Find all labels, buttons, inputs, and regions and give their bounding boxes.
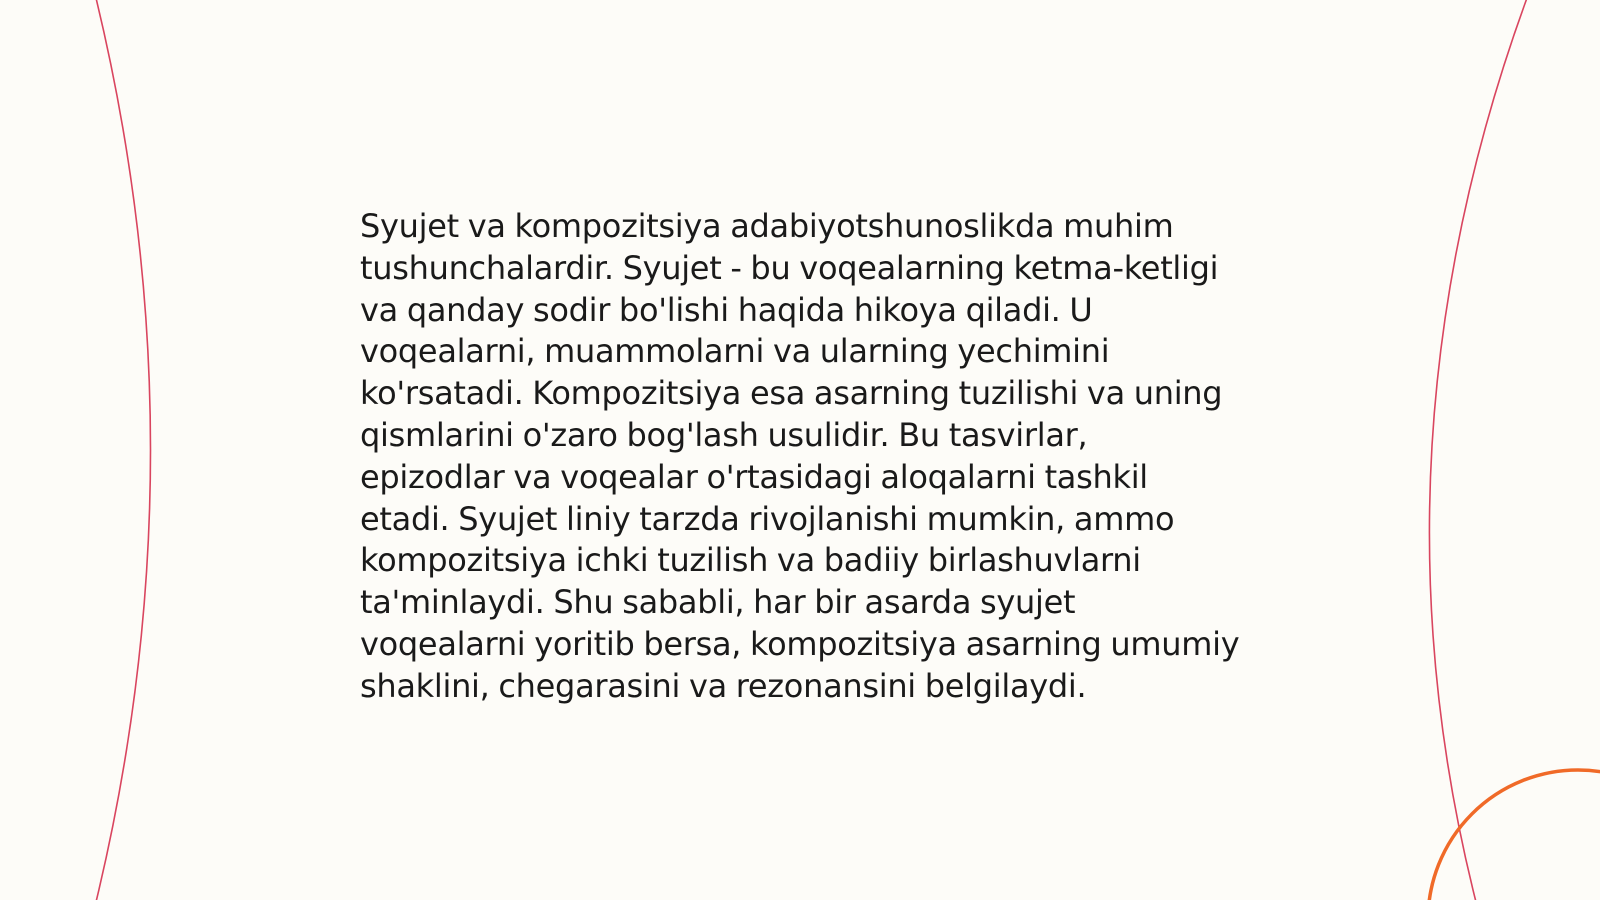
orange-circle-decoration [1428,770,1600,900]
right-arc-decoration [1429,0,1527,900]
body-paragraph: Syujet va kompozitsiya adabiyotshunoslikda muhim tushunchalardir. Syujet - bu voqealarning ketma-ketligi va qanday sodir bo'lishi haqida hikoya qiladi. U voqealarni, muammolarni va ularning yechimini ko'rsatadi. Kompozitsiya esa asarning tuzilishi va uning qismlarini o'zaro bog'lash usulidir. Bu tasvirlar, epizodlar va voqealar o'rtasidagi aloqalarni tashkil etadi. Syujet liniy tarzda rivojlanishi mumkin, ammo kompozitsiya ichki tuzilish va badiiy birlashuvlarni ta'minlaydi. Shu sababli, har bir asarda syujet voqealarni yoritib bersa, kompozitsiya asarning umumiy shaklini, chegarasini va rezonansini belgilaydi. [360,207,1240,705]
left-arc-decoration [96,0,151,900]
